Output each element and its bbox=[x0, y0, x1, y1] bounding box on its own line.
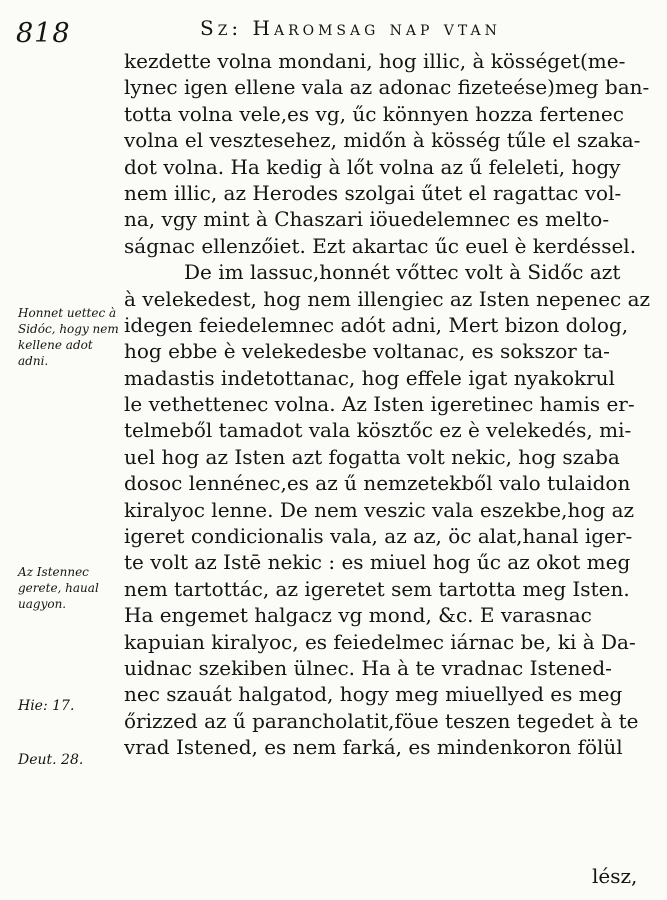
text-line: à velekedest, hog nem illengiec az Isten nepenec az bbox=[124, 286, 651, 311]
margin-note: Honnet uettec à Sidóc, hogy nem kellene adot adni. bbox=[18, 306, 119, 368]
text-line: le vethettenec volna. Az Isten igeretinec hamis er- bbox=[124, 392, 635, 417]
margin-note: Az Istennec gerete, haual uagyon. bbox=[18, 565, 99, 611]
catchword: lész, bbox=[592, 864, 638, 888]
text-line: nec szauát halgatod, hogy meg miuellyed es meg bbox=[124, 682, 623, 707]
text-line: kezdette volna mondani, hog illic, à kösséget(me- bbox=[124, 49, 626, 73]
text-line: dot volna. Ha kedig à lőt volna az ű feleleti, hogy bbox=[124, 154, 621, 179]
text-line: volna el vesztesehez, midőn à kösség tűle el szaka- bbox=[124, 128, 641, 153]
text-line: vrad Istened, es nem farká, es mindenkoron fölül bbox=[124, 735, 623, 760]
text-line: Ha engemet halgacz vg mond, &c. E varasnac bbox=[124, 603, 592, 628]
text-line: dosoc lennénec,es az ű nemzetekből valo tulaidon bbox=[124, 471, 631, 496]
text-line: őrizzed az ű parancholatit,föue teszen tegedet à te bbox=[124, 708, 639, 733]
page-number: 818 bbox=[16, 18, 71, 49]
margin-reference: Deut. 28. bbox=[18, 752, 84, 768]
text-line: uel hog az Isten azt fogatta volt nekic, hog szaba bbox=[124, 444, 620, 469]
text-line: lynec igen ellene vala az adonac fizeteése)meg ban- bbox=[124, 75, 650, 100]
text-line: hog ebbe è velekedesbe voltanac, es sokszor ta- bbox=[124, 339, 610, 364]
text-line: ságnac ellenzőiet. Ezt akartac űc euel è kerdéssel. bbox=[124, 233, 637, 258]
text-line: De im lassuc,honnét vőttec volt à Sidőc azt bbox=[184, 260, 621, 285]
running-head: Sz: Haromsag nap vtan bbox=[200, 16, 501, 40]
text-line: igeret condicionalis vala, az az, öc alat,hanal iger- bbox=[124, 524, 633, 549]
text-line: nem illic, az Herodes szolgai űtet el ragattac vol- bbox=[124, 180, 622, 205]
text-line: kiralyoc lenne. De nem veszic vala eszekbe,hog az bbox=[124, 497, 635, 522]
text-line: na, vgy mint à Chaszari iöuedelemnec es melto- bbox=[124, 207, 610, 232]
text-line: te volt az Istē nekic : es miuel hog űc az okot meg bbox=[124, 550, 631, 575]
main-text bbox=[124, 48, 652, 761]
text-line: totta volna vele,es vg, űc könnyen hozza fertenec bbox=[124, 101, 624, 126]
text-line: madastis indetottanac, hog effele igat nyakokrul bbox=[124, 365, 615, 390]
text-line: uidnac szekiben ülnec. Ha à te vradnac Istened- bbox=[124, 655, 612, 680]
text-line: kapuian kiralyoc, es feiedelmec iárnac be, ki à Da- bbox=[124, 629, 636, 654]
text-line: telmeből tamadot vala kösztőc ez è velekedés, mi- bbox=[124, 418, 632, 443]
text-line: nem tartottác, az igeretet sem tartotta meg Isten. bbox=[124, 576, 630, 601]
text-line: idegen feiedelemnec adót adni, Mert bizon dolog, bbox=[124, 312, 629, 337]
margin-reference: Hie: 17. bbox=[18, 698, 75, 714]
